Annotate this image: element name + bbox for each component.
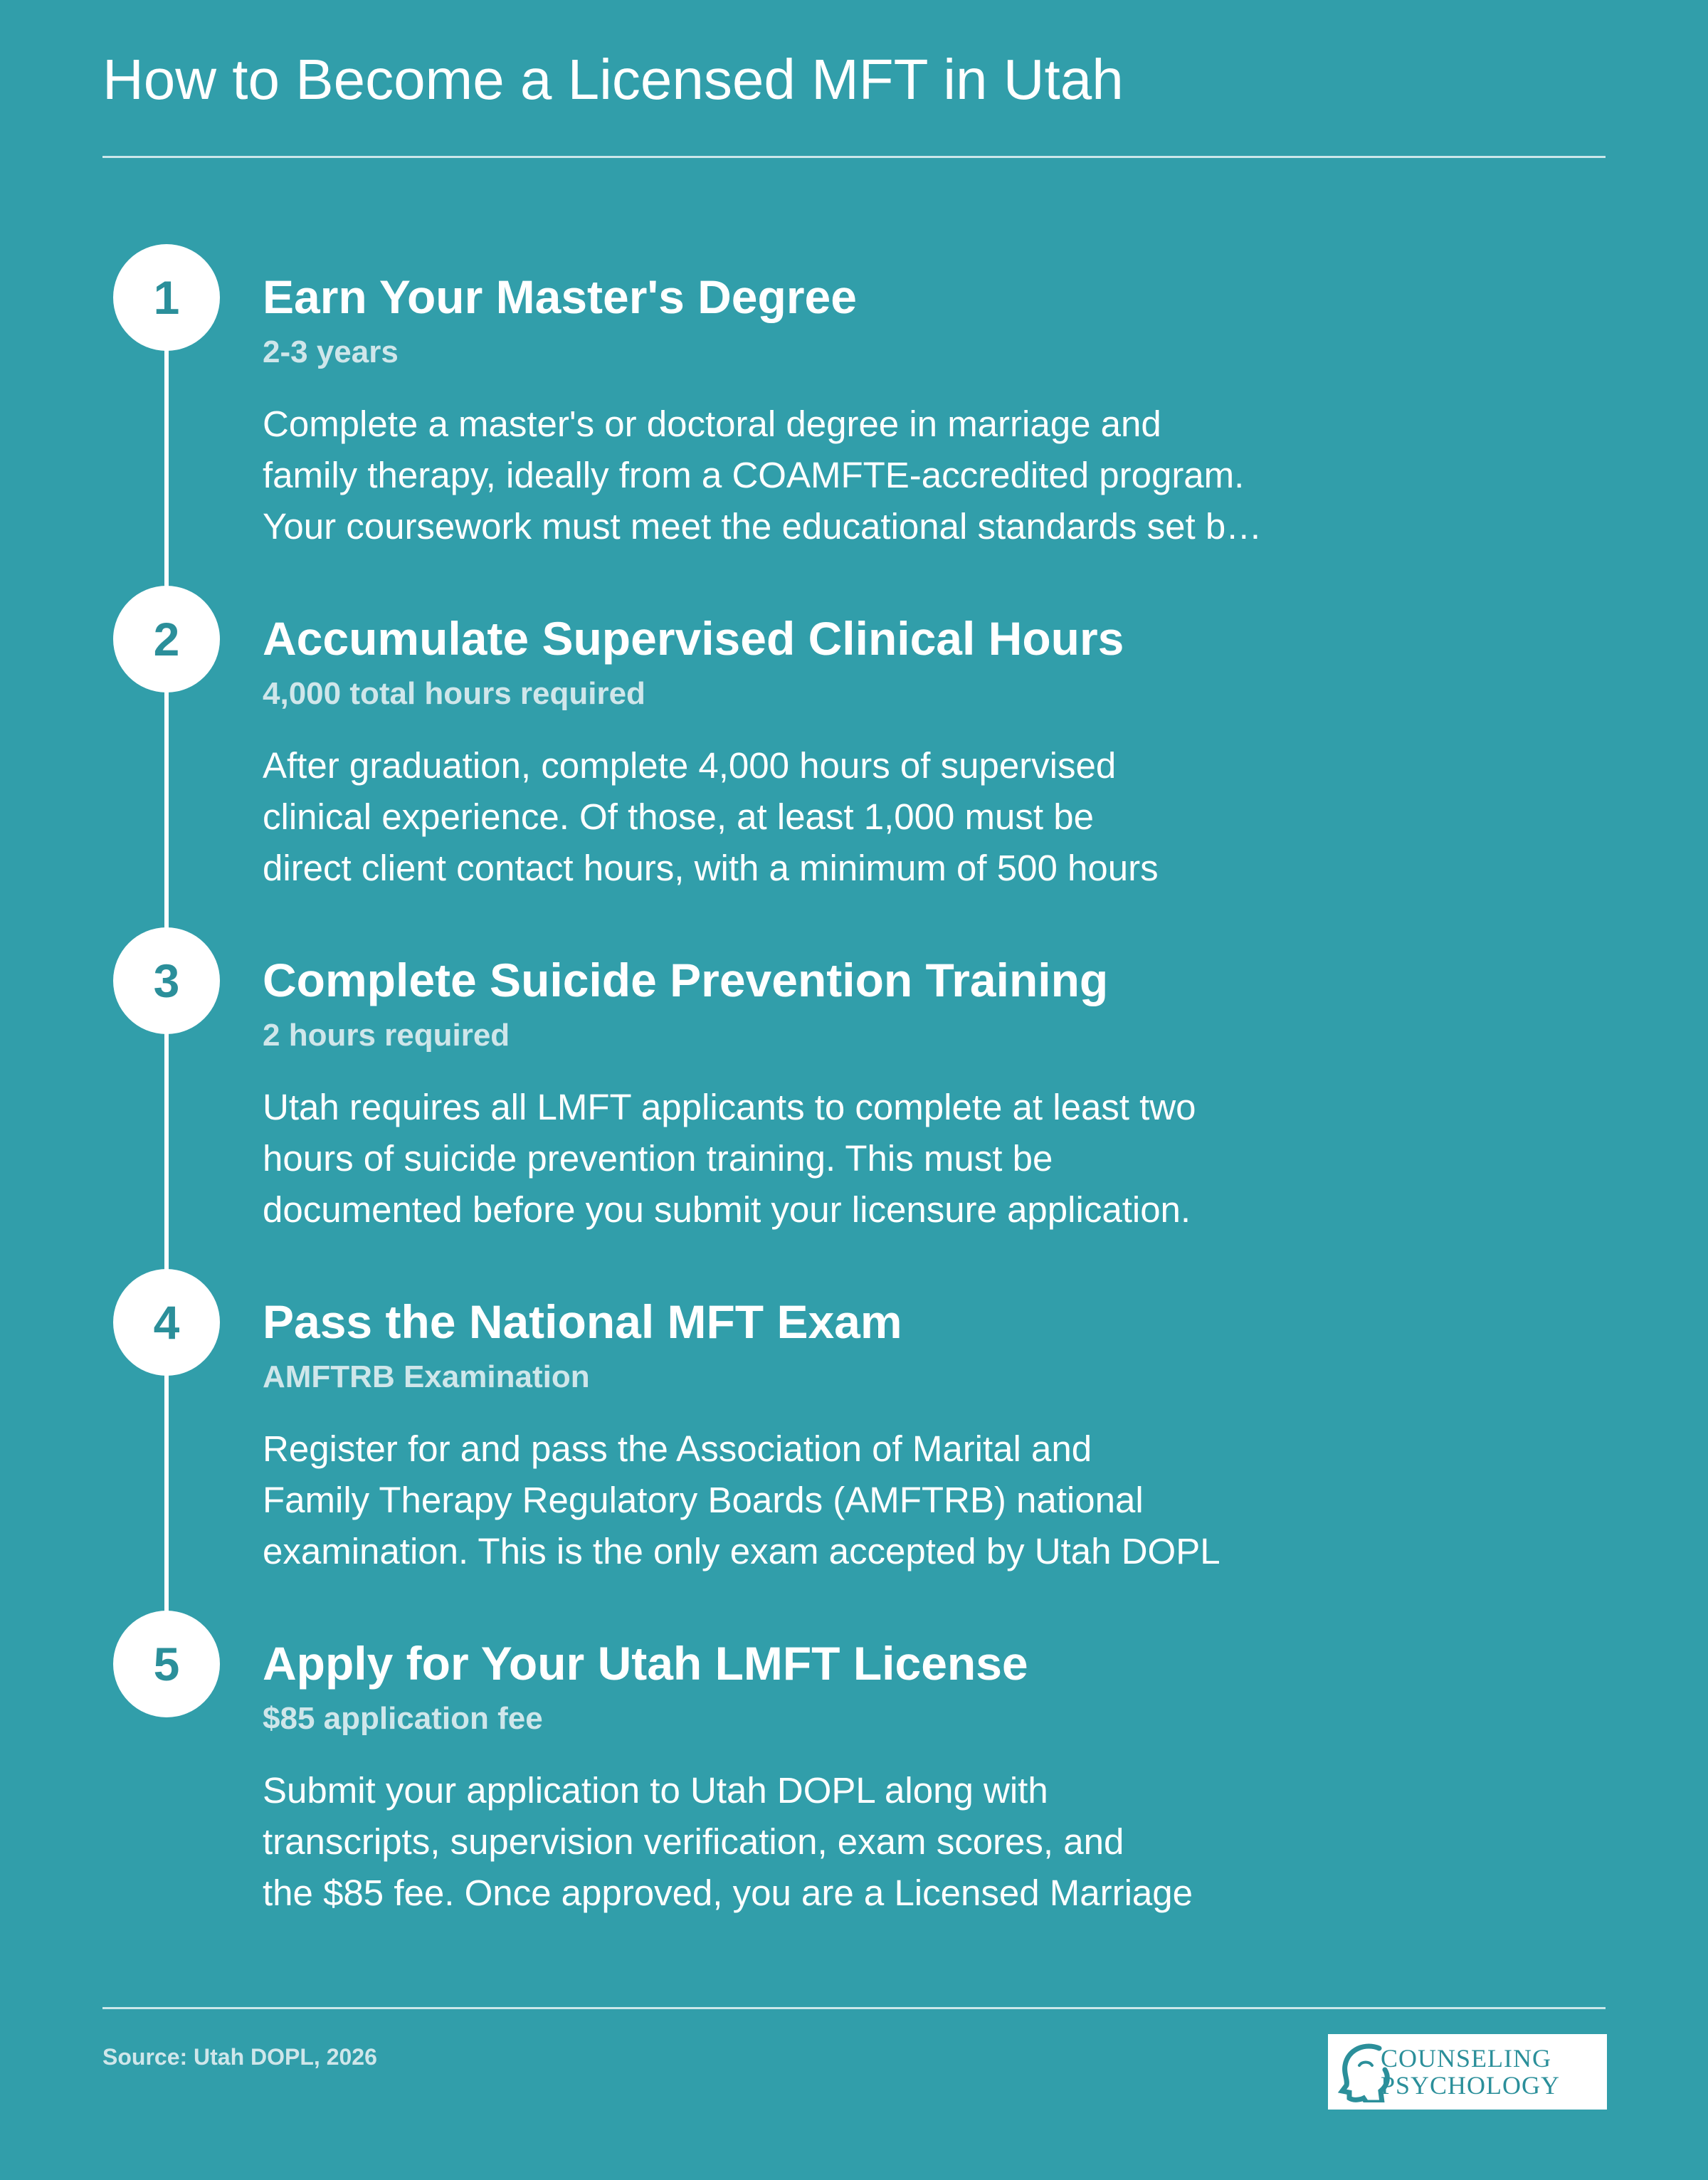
header-divider xyxy=(102,156,1606,158)
step-subtitle: 4,000 total hours required xyxy=(263,676,645,712)
step-description-line: Register for and pass the Association of Marital and xyxy=(263,1428,1092,1469)
step-subtitle: $85 application fee xyxy=(263,1701,543,1737)
step-description-line: Your coursework must meet the educational standards set b… xyxy=(263,505,1262,547)
step-subtitle: AMFTRB Examination xyxy=(263,1359,590,1395)
step-description xyxy=(263,399,1416,552)
step-item xyxy=(263,952,1416,1236)
logo-line-1: COUNSELING xyxy=(1381,2044,1551,2073)
step-item xyxy=(263,269,1416,552)
step-description-line: family therapy, ideally from a COAMFTE-accredited program. xyxy=(263,454,1245,495)
step-title: Complete Suicide Prevention Training xyxy=(263,954,1109,1006)
step-description xyxy=(263,740,1416,894)
step-description-line: clinical experience. Of those, at least 1,000 must be xyxy=(263,796,1094,837)
step-item xyxy=(263,611,1416,894)
step-number: 1 xyxy=(153,271,180,324)
step-item xyxy=(263,1636,1416,1919)
step-description-line: hours of suicide prevention training. This must be xyxy=(263,1137,1053,1179)
step-description-line: Family Therapy Regulatory Boards (AMFTRB) national xyxy=(263,1479,1144,1520)
step-title: Apply for Your Utah LMFT License xyxy=(263,1637,1028,1690)
page-title: How to Become a Licensed MFT in Utah xyxy=(102,48,1124,111)
step-subtitle: 2-3 years xyxy=(263,335,399,370)
step-number-circle xyxy=(113,927,220,1034)
step-title: Earn Your Master's Degree xyxy=(263,270,857,323)
step-description xyxy=(263,1765,1416,1919)
step-number-circle xyxy=(113,586,220,693)
step-description-line: Submit your application to Utah DOPL along with xyxy=(263,1769,1048,1811)
logo-text xyxy=(1381,2045,1560,2099)
step-description xyxy=(263,1082,1416,1236)
step-description-line: the $85 fee. Once approved, you are a Licensed Marriage xyxy=(263,1872,1193,1913)
step-description-line: documented before you submit your licensure application. xyxy=(263,1189,1191,1230)
step-description-line: After graduation, complete 4,000 hours of supervised xyxy=(263,744,1117,786)
step-number-circle xyxy=(113,1269,220,1376)
step-description-line: Complete a master's or doctoral degree in marriage and xyxy=(263,403,1161,444)
step-title: Accumulate Supervised Clinical Hours xyxy=(263,612,1124,665)
step-number-circle xyxy=(113,1611,220,1717)
step-title: Pass the National MFT Exam xyxy=(263,1295,902,1348)
step-number: 3 xyxy=(153,954,180,1007)
step-description-line: transcripts, supervision verification, exam scores, and xyxy=(263,1821,1124,1862)
step-number-circle xyxy=(113,244,220,351)
step-subtitle: 2 hours required xyxy=(263,1018,510,1053)
step-number: 2 xyxy=(153,613,180,665)
logo-line-2: PSYCHOLOGY xyxy=(1381,2071,1561,2100)
source-note: Source: Utah DOPL, 2026 xyxy=(102,2044,377,2070)
step-description xyxy=(263,1423,1416,1577)
footer-divider xyxy=(102,2007,1606,2009)
step-number: 4 xyxy=(153,1296,180,1349)
step-description-line: examination. This is the only exam accepted by Utah DOPL xyxy=(263,1530,1221,1571)
step-item xyxy=(263,1294,1416,1577)
counseling-psychology-logo xyxy=(1328,2034,1607,2110)
step-description-line: Utah requires all LMFT applicants to complete at least two xyxy=(263,1086,1196,1127)
step-number: 5 xyxy=(153,1638,180,1690)
step-description-line: direct client contact hours, with a minimum of 500 hours xyxy=(263,847,1159,888)
